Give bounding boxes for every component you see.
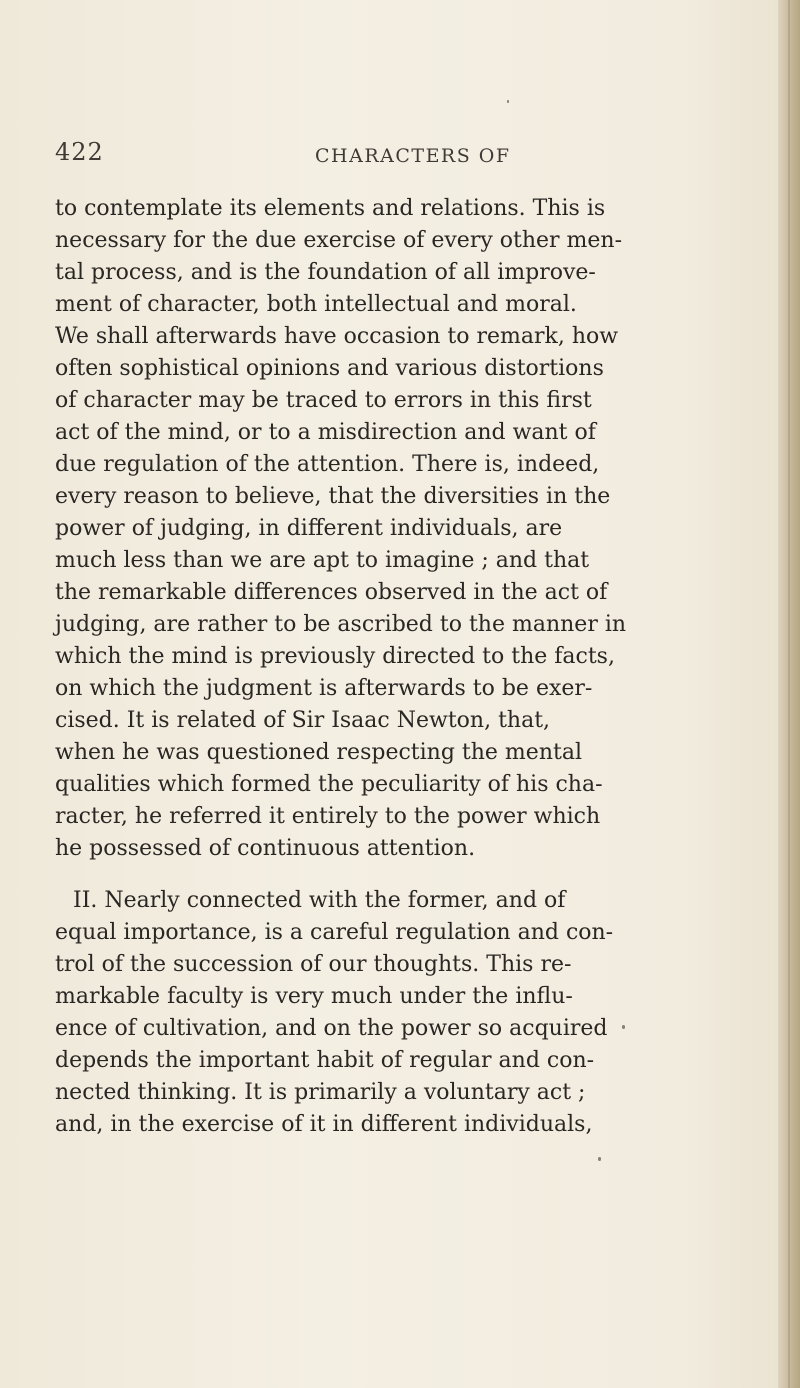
text-line: of character may be traced to errors in this first bbox=[55, 388, 592, 413]
text-line: qualities which formed the peculiarity of his cha- bbox=[55, 772, 603, 797]
text-line: markable faculty is very much under the influ- bbox=[55, 984, 573, 1009]
page-body bbox=[55, 193, 785, 1141]
text-line: often sophistical opinions and various distortions bbox=[55, 356, 604, 381]
text-line: trol of the succession of our thoughts. This re- bbox=[55, 952, 572, 977]
paper-speck bbox=[598, 1157, 601, 1161]
text-line: when he was questioned respecting the mental bbox=[55, 740, 582, 765]
paragraph-2 bbox=[55, 885, 785, 1141]
text-line: every reason to believe, that the diversities in the bbox=[55, 484, 611, 509]
paragraph-1 bbox=[55, 193, 785, 865]
text-line: nected thinking. It is primarily a voluntary act ; bbox=[55, 1080, 586, 1105]
text-line: cised. It is related of Sir Isaac Newton, that, bbox=[55, 708, 551, 733]
text-line: to contemplate its elements and relations. This is bbox=[55, 196, 606, 221]
running-head: CHARACTERS OF bbox=[315, 145, 511, 167]
text-line: ence of cultivation, and on the power so acquired bbox=[55, 1016, 608, 1041]
text-line: power of judging, in different individuals, are bbox=[55, 516, 563, 541]
text-line: on which the judgment is afterwards to be exer- bbox=[55, 676, 593, 701]
text-line: the remarkable differences observed in the act of bbox=[55, 580, 608, 605]
text-line: ment of character, both intellectual and moral. bbox=[55, 292, 577, 317]
text-line: he possessed of continuous attention. bbox=[55, 836, 476, 861]
text-line: tal process, and is the foundation of all improve- bbox=[55, 260, 596, 285]
text-line: racter, he referred it entirely to the power which bbox=[55, 804, 601, 829]
text-line: much less than we are apt to imagine ; and that bbox=[55, 548, 590, 573]
text-line: and, in the exercise of it in different individuals, bbox=[55, 1112, 593, 1137]
text-line: necessary for the due exercise of every other men- bbox=[55, 228, 623, 253]
text-line: We shall afterwards have occasion to remark, how bbox=[55, 324, 619, 349]
page-header bbox=[0, 138, 800, 178]
page-number: 422 bbox=[55, 138, 104, 166]
text-line: which the mind is previously directed to the facts, bbox=[55, 644, 615, 669]
text-line: due regulation of the attention. There is, indeed, bbox=[55, 452, 600, 477]
paragraph-gap bbox=[55, 865, 785, 885]
paper-speck bbox=[507, 100, 509, 103]
text-line: depends the important habit of regular and con- bbox=[55, 1048, 595, 1073]
text-line: equal importance, is a careful regulation and con- bbox=[55, 920, 614, 945]
text-line: II. Nearly connected with the former, and of bbox=[73, 888, 566, 913]
text-line: act of the mind, or to a misdirection and want of bbox=[55, 420, 596, 445]
text-line: judging, are rather to be ascribed to the manner in bbox=[55, 612, 627, 637]
paper-speck bbox=[622, 1025, 625, 1029]
